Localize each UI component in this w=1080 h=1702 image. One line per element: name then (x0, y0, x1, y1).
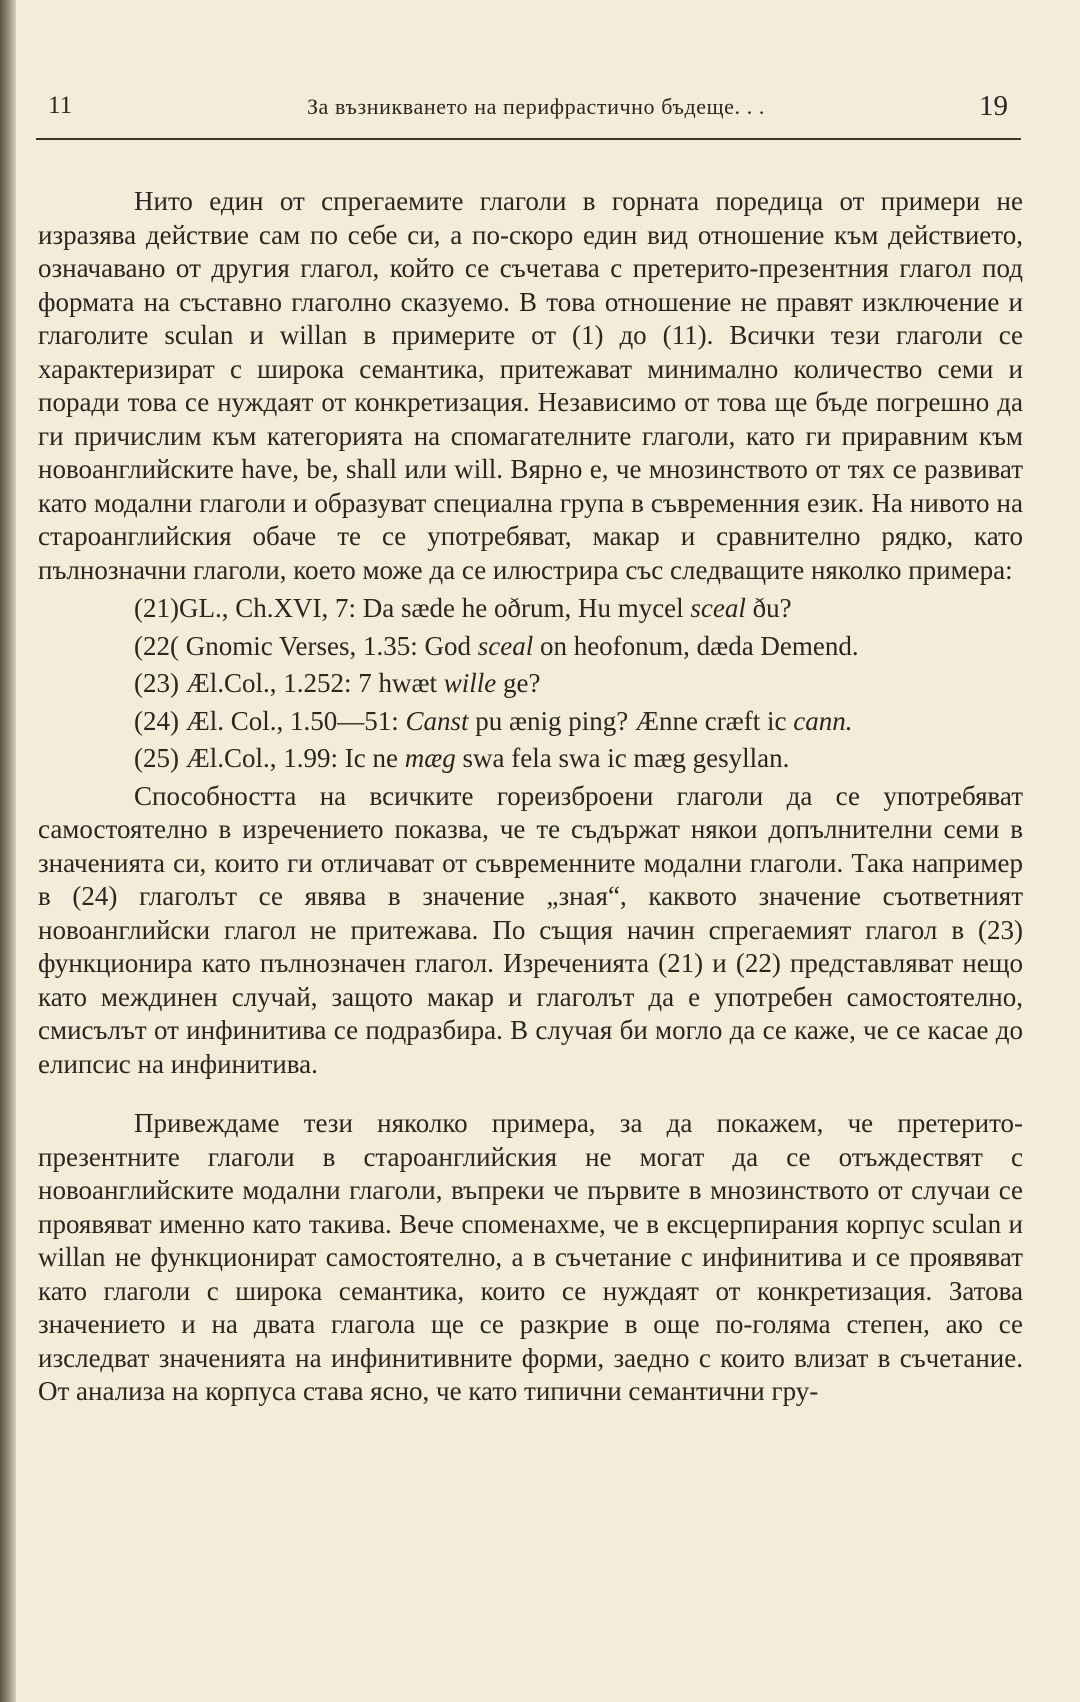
running-header (36, 92, 1036, 132)
example-label: (22( Gnomic Verses, 1.35: (134, 630, 418, 661)
example-label: (23) Æl.Col., 1.252: (134, 668, 352, 698)
paragraph-3: Привеждаме тези няколко примера, за да покажем, че претерито-презентните глаголи в староанглийския не могат да се отъждествят с новоанглийските модални глаголи, въпреки че първите в мнозинството от случаи се проявяват именно като такива. Вече споменахме, че в ексцерпирания корпус sculan и willan не функционират самостоятелно, а в съчетание с инфинитива и се проявяват като глаголи с широка семантика, които се нуждаят от конкретизация. Затова значението и на двата глагола ще се разкрие в още по-голяма степен, ако се изследват значенията на инфинитивните форми, заедно с които влизат в съчетание. От анализа на корпуса става ясно, че като типични семантични гру- (38, 1108, 1023, 1406)
example-label: (21)GL., Ch.XVI, 7: (134, 593, 356, 623)
section-number: 11 (48, 92, 73, 119)
header-rule (36, 138, 1021, 140)
paragraph-2: Способността на всичките гореизброени глаголи да се употребяват самостоятелно в изречението показва, че те съдържат някои допълнителни семи в значенията си, които ги отличават от съвременните модални глаголи. Така например в (24) глаголът се явява в значение „зная“, каквото значение съответният новоанглийски глагол не притежава. По същия начин спрегаемият глагол в (23) функционира като пълнозначен глагол. Изреченията (21) и (22) представляват нещо като междинен случай, защото макар и глаголът да е употребен самостоятелно, смисълът от инфинитива се подразбира. В случая би могло да се каже, че се касае до елипсис на инфинитива. (38, 780, 1023, 1079)
example-22: (22( Gnomic Verses, 1.35: God sceal on heofonum, dæda Demend. (134, 630, 859, 661)
example-label: (24) Æl. Col., 1.50—51: (134, 705, 399, 736)
example-label: (25) Æl.Col., 1.99: (134, 743, 339, 773)
example-25: (25) Æl.Col., 1.99: Ic ne mæg swa fela swa ic mæg gesyllan. (134, 743, 790, 773)
paragraph-1: Нито един от спрегаемите глаголи в горната поредица от примери не изразява действие сам по себе си, а по-скоро един вид отношение към действието, означавано от другия глагол, който се съчетава с претерито-презентния глагол под формата на съставно глаголно сказуемо. В това отношение не правят изключение и глаголите sculan и willan в примерите от (1) до (11). Всички тези глаголи се характеризират с широка семантика, притежават минимално количество семи и поради това се нуждаят от конкретизация. Независимо от това ще бъде погрешно да ги причислим към категорията на спомагателните глаголи, като ги приравним към новоанглийските have, be, shall или will. Вярно е, че мнозинството от тях се развиват като модални глаголи и образуват специална група в съвременния език. На нивото на староанглийския обаче те се употребяват, макар и сравнително рядко, като пълнозначни глаголи, което може да се илюстрира със следващите няколко примера: (38, 186, 1023, 585)
example-24: (24) Æl. Col., 1.50—51: Canst pu ænig ping? Ænne cræft ic cann. (134, 705, 853, 736)
example-21: (21)GL., Ch.XVI, 7: Da sæde he oðrum, Hu mycel sceal ðu? (134, 593, 792, 623)
body-text (38, 185, 1023, 1409)
book-spine-shadow (0, 0, 16, 1702)
page-number: 19 (979, 90, 1008, 122)
running-title: За възникването на перифрастично бъдеще. . . (306, 94, 766, 119)
book-page (36, 0, 1036, 1702)
example-23: (23) Æl.Col., 1.252: 7 hwæt wille ge? (134, 668, 541, 698)
